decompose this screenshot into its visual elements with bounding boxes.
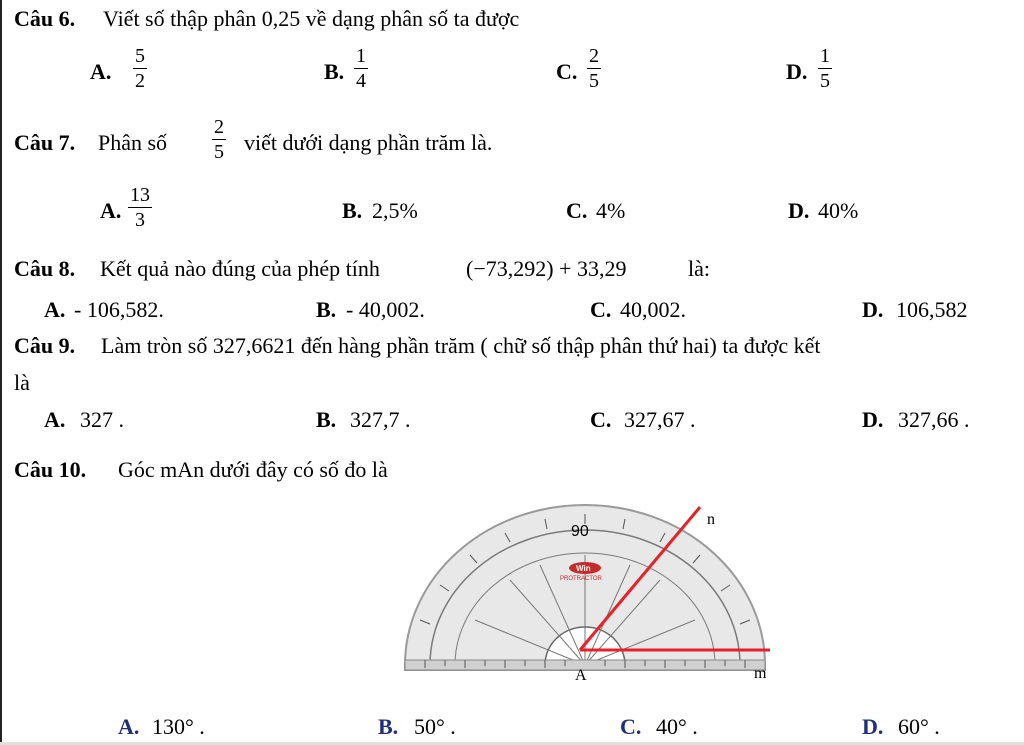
- q9-option-a-text[interactable]: 327 .: [80, 407, 124, 432]
- question-6-label: Câu 6.: [14, 6, 76, 31]
- q6-option-b-numerator: 1: [356, 45, 366, 67]
- question-10-label: Câu 10.: [14, 457, 87, 482]
- q6-option-c-fraction[interactable]: [587, 44, 601, 93]
- q10-option-d-text[interactable]: 60° .: [898, 714, 940, 739]
- q10-option-a-label[interactable]: A.: [118, 714, 140, 739]
- q10-option-c-text[interactable]: 40° .: [656, 714, 698, 739]
- q8-option-c-text[interactable]: 40,002.: [620, 297, 686, 322]
- question-9-text-continued: là: [14, 370, 30, 395]
- q10-option-d-label[interactable]: D.: [862, 714, 884, 739]
- question-7-text-before: Phân số: [98, 130, 168, 155]
- q6-option-a-fraction[interactable]: [133, 44, 147, 93]
- q6-option-c-denominator: 5: [589, 70, 599, 92]
- question-7-text-after: viết dưới dạng phần trăm là.: [244, 130, 493, 155]
- q9-option-d-label[interactable]: D.: [862, 407, 884, 432]
- question-8-text: Kết quả nào đúng của phép tính: [100, 256, 380, 281]
- page-left-border: [0, 0, 2, 745]
- question-7-fraction-numerator: 2: [214, 116, 224, 138]
- q10-option-c-label[interactable]: C.: [620, 714, 642, 739]
- q7-option-a-fraction[interactable]: [128, 183, 152, 232]
- protractor-figure: [400, 500, 780, 690]
- q6-option-c-numerator: 2: [589, 45, 599, 67]
- q9-option-b-label[interactable]: B.: [316, 407, 337, 432]
- q10-option-b-text[interactable]: 50° .: [414, 714, 456, 739]
- point-n-label: n: [707, 511, 715, 528]
- q7-option-d-label[interactable]: D.: [788, 198, 810, 223]
- question-6-text: Viết số thập phân 0,25 về dạng phân số ta được: [103, 6, 520, 31]
- q7-option-a-numerator: 13: [130, 184, 150, 206]
- q8-option-a-text[interactable]: - 106,582.: [74, 297, 164, 322]
- q7-option-b-label[interactable]: B.: [342, 198, 363, 223]
- q9-option-b-text[interactable]: 327,7 .: [350, 407, 411, 432]
- q6-option-d-label[interactable]: D.: [786, 59, 808, 84]
- q9-option-a-label[interactable]: A.: [44, 407, 66, 432]
- question-9-text: Làm tròn số 327,6621 đến hàng phần trăm ( chữ số thập phân thứ hai) ta được kết: [101, 333, 821, 358]
- protractor-brand: Win: [576, 564, 591, 573]
- q8-option-a-label[interactable]: A.: [44, 297, 66, 322]
- question-8-text-after: là:: [688, 256, 710, 281]
- question-10-text: Góc mAn dưới đây có số đo là: [118, 457, 388, 482]
- point-a-label: A: [575, 667, 587, 684]
- question-8-expression: (−73,292) + 33,29: [466, 256, 627, 281]
- q6-option-d-fraction[interactable]: [818, 44, 832, 93]
- q7-option-c-text[interactable]: 4%: [596, 198, 626, 223]
- protractor-center-mark: 90: [571, 523, 589, 540]
- point-m-label: m: [754, 665, 767, 682]
- q8-option-d-text[interactable]: 106,582: [896, 297, 968, 322]
- q6-option-a-label[interactable]: A.: [90, 59, 112, 84]
- q7-option-b-text[interactable]: 2,5%: [372, 198, 418, 223]
- q6-option-a-denominator: 2: [135, 70, 145, 92]
- q9-option-c-label[interactable]: C.: [590, 407, 612, 432]
- q10-option-b-label[interactable]: B.: [378, 714, 399, 739]
- q6-option-b-label[interactable]: B.: [324, 59, 345, 84]
- question-7-label: Câu 7.: [14, 130, 76, 155]
- q9-option-d-text[interactable]: 327,66 .: [898, 407, 970, 432]
- q6-option-c-label[interactable]: C.: [556, 59, 578, 84]
- q10-option-a-text[interactable]: 130° .: [152, 714, 205, 739]
- q7-option-d-text[interactable]: 40%: [818, 198, 859, 223]
- q8-option-c-label[interactable]: C.: [590, 297, 612, 322]
- q6-option-a-numerator: 5: [135, 45, 145, 67]
- question-7-fraction: [212, 115, 226, 164]
- q8-option-d-label[interactable]: D.: [862, 297, 884, 322]
- protractor-brand-subtitle: PROTRACTOR: [560, 576, 602, 582]
- q9-option-c-text[interactable]: 327,67 .: [624, 407, 696, 432]
- q7-option-a-denominator: 3: [135, 209, 145, 231]
- q7-option-a-label[interactable]: A.: [100, 198, 122, 223]
- q8-option-b-text[interactable]: - 40,002.: [346, 297, 425, 322]
- q6-option-b-denominator: 4: [356, 70, 366, 92]
- q8-option-b-label[interactable]: B.: [316, 297, 337, 322]
- q6-option-d-denominator: 5: [820, 70, 830, 92]
- q7-option-c-label[interactable]: C.: [566, 198, 588, 223]
- question-7-fraction-denominator: 5: [214, 141, 224, 163]
- q6-option-b-fraction[interactable]: [354, 44, 368, 93]
- q6-option-d-numerator: 1: [820, 45, 830, 67]
- question-9-label: Câu 9.: [14, 333, 76, 358]
- question-8-label: Câu 8.: [14, 256, 76, 281]
